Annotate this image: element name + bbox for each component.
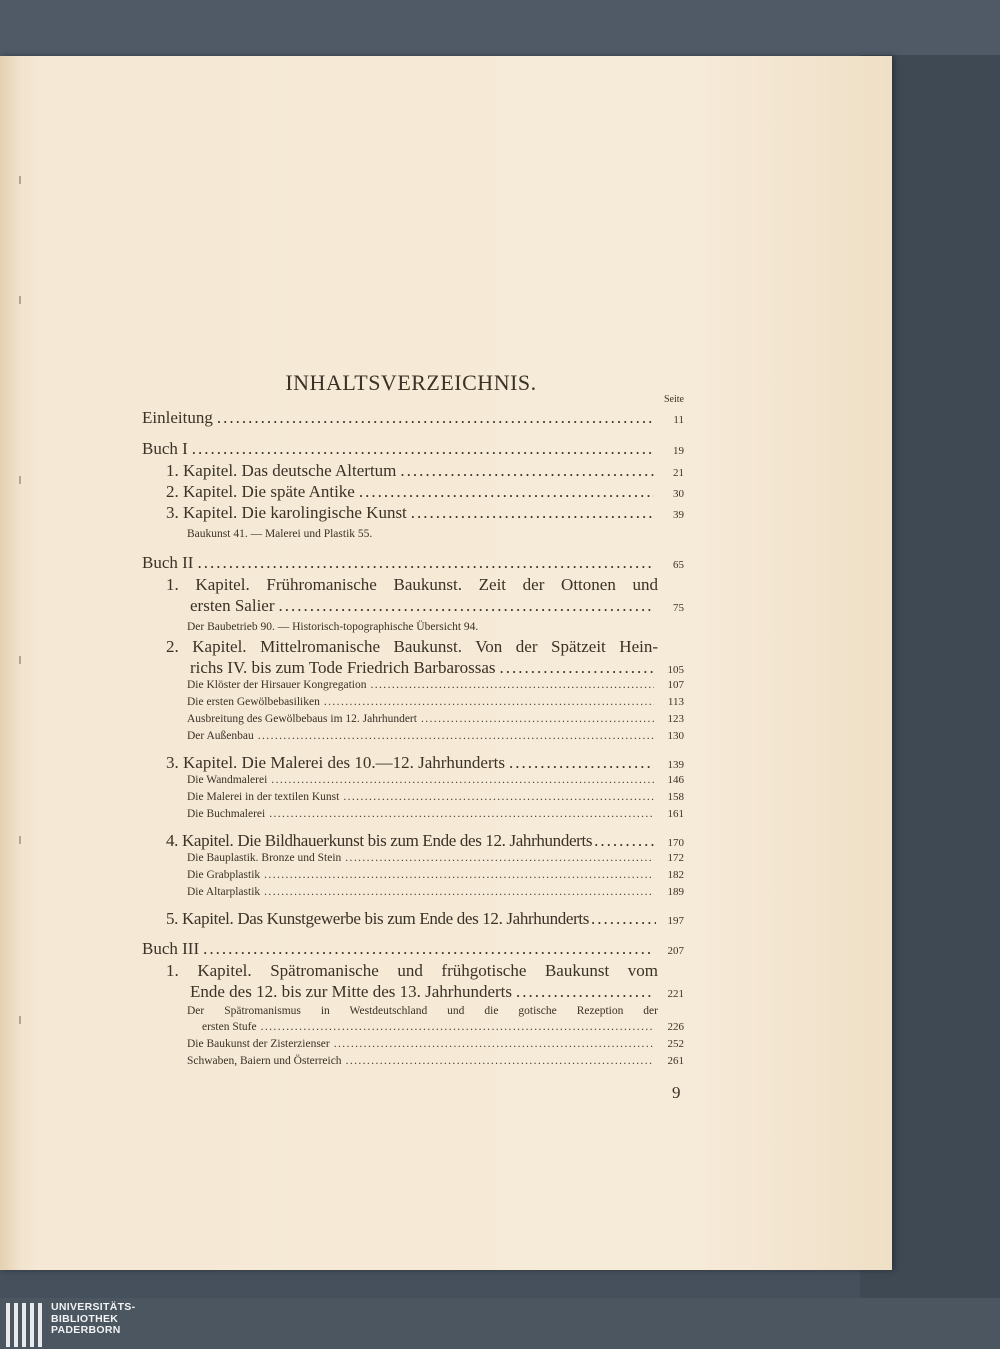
toc-entry: Ende des 12. bis zur Mitte des 13. Jahrhunderts ..... 221 — [142, 982, 684, 1003]
page-column-label: Seite — [664, 394, 684, 405]
binding-stitch — [19, 836, 21, 844]
toc-entry: Buch I ..... 19 — [142, 439, 684, 461]
toc-subentry: Der Außenbau ..... 130 — [142, 730, 684, 747]
toc-subentry: Die Wandmalerei ..... 146 — [142, 774, 684, 791]
binding-stitch — [19, 176, 21, 184]
toc-subentry: ersten Stufe ..... 226 — [142, 1021, 684, 1038]
toc-subentry: Die Altarplastik ..... 189 — [142, 886, 684, 903]
toc-note: Der Baubetrieb 90. — Historisch-topographische Übersicht 94. — [187, 621, 479, 633]
binding-stitch — [19, 1016, 21, 1024]
binding-stitch — [19, 296, 21, 304]
toc-subentry: Ausbreitung des Gewölbebaus im 12. Jahrhundert ..... 123 — [142, 713, 684, 730]
toc-subentry: Die Malerei in der textilen Kunst ..... 158 — [142, 791, 684, 808]
toc-entry: 1. Kapitel. Das deutsche Altertum ..... 21 — [142, 461, 684, 482]
toc-subentry: Die Baukunst der Zisterzienser ..... 252 — [142, 1038, 684, 1055]
toc-entry-line: 1. Kapitel. Spätromanische und frühgotische Baukunst vom — [166, 961, 658, 980]
toc-subentry: Die Buchmalerei ..... 161 — [142, 808, 684, 825]
toc-entry-line: 2. Kapitel. Mittelromanische Baukunst. Von der Spätzeit Hein- — [166, 637, 658, 656]
toc-entry: richs IV. bis zum Tode Friedrich Barbarossas ..... 105 — [142, 658, 684, 679]
toc-entry: Buch III ..... 207 — [142, 939, 684, 961]
toc-entry-line: 1. Kapitel. Frühromanische Baukunst. Zeit der Ottonen und — [166, 575, 658, 594]
toc-entry: 5. Kapitel. Das Kunstgewerbe bis zum Ende des 12. Jahrhunderts ..... 197 — [142, 909, 684, 930]
toc-heading: INHALTSVERZEICHNIS. — [285, 370, 537, 395]
toc-entry: 3. Kapitel. Die Malerei des 10.—12. Jahrhunderts ..... 139 — [142, 753, 684, 774]
binding-stitch — [19, 476, 21, 484]
binding-stitch — [19, 656, 21, 664]
toc-note: Baukunst 41. — Malerei und Plastik 55. — [187, 528, 373, 540]
toc-entry: 4. Kapitel. Die Bildhauerkunst bis zum Ende des 12. Jahrhunderts ..... 170 — [142, 831, 684, 852]
toc-subentry: Die Klöster der Hirsauer Kongregation ..... 107 — [142, 679, 684, 696]
table-of-contents — [142, 370, 684, 1072]
toc-subentry-line: Der Spätromanismus in Westdeutschland und die gotische Rezeption der — [187, 1005, 658, 1017]
library-footer — [0, 1298, 1000, 1349]
library-name: UNIVERSITÄTS- BIBLIOTHEK PADERBORN — [51, 1301, 136, 1336]
toc-subentry: Die ersten Gewölbebasiliken ..... 113 — [142, 696, 684, 713]
toc-subentry: Schwaben, Baiern und Österreich ..... 261 — [142, 1055, 684, 1072]
toc-entry: ersten Salier ..... 75 — [142, 596, 684, 617]
toc-entry: Buch II ..... 65 — [142, 553, 684, 575]
toc-entry: 2. Kapitel. Die späte Antike ..... 30 — [142, 482, 684, 503]
toc-subentry: Die Bauplastik. Bronze und Stein ..... 172 — [142, 852, 684, 869]
toc-subentry: Die Grabplastik ..... 182 — [142, 869, 684, 886]
toc-entry: Einleitung ..... 11 — [142, 408, 684, 430]
book-cover-top — [0, 0, 1000, 60]
toc-entry: 3. Kapitel. Die karolingische Kunst ..... 39 — [142, 503, 684, 524]
page-number: 9 — [672, 1083, 681, 1102]
